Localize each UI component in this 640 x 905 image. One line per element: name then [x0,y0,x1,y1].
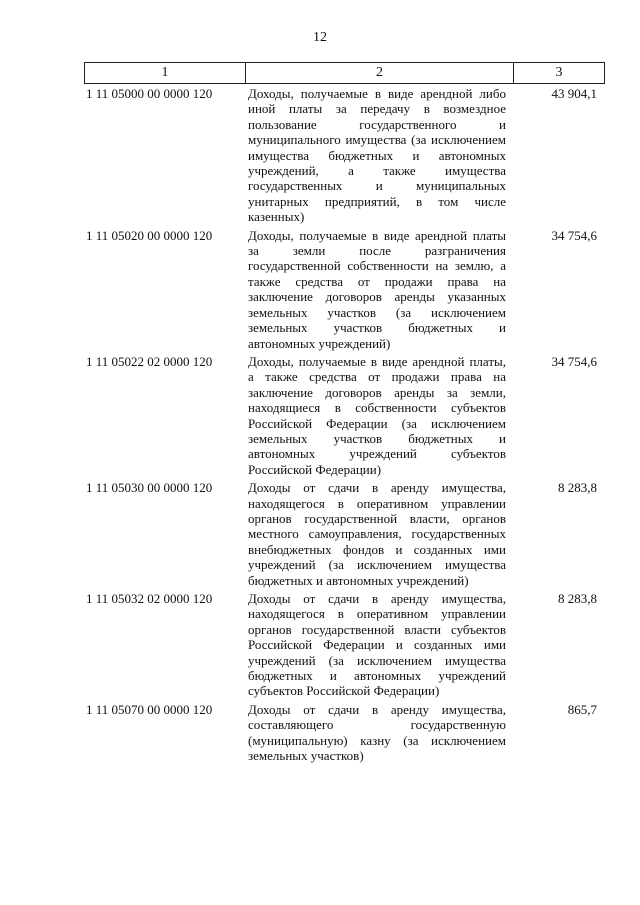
budget-code: 1 11 05070 00 0000 120 [86,701,213,717]
table-row [84,702,601,764]
page-number: 12 [313,30,327,45]
income-description: Доходы от сдачи в аренду имущества, находящегося в оперативном управлении органов государственной власти субъектов Российской Федерации и созданных ими учреждений (за исключением имущества бюджетных и автономных учреждений субъектов Российской Федерации) [248,591,506,699]
table-row [84,591,601,699]
budget-code: 1 11 05000 00 0000 120 [86,86,213,101]
column-header-3: 3 [514,63,605,84]
table-row [84,480,601,588]
amount-value: 34 754,6 [551,353,597,369]
budget-code: 1 11 05032 02 0000 120 [86,591,213,606]
amount-value: 34 754,6 [551,227,597,243]
budget-code: 1 11 05030 00 0000 120 [86,480,213,496]
income-description: Доходы, получаемые в виде арендной платы, а также средства от продажи права на заключение договоров аренды за земли, находящиеся в собственности субъектов Российской Федерации (за исключением земельных участков бюджетных и автономных учреждений субъектов Российской Федерации) [248,353,506,477]
amount-value: 8 283,8 [558,480,597,496]
column-header-1: 1 [85,63,246,84]
income-description: Доходы, получаемые в виде арендной платы за земли после разграничения государственной собственности на землю, а также средства от продажи права на заключение договоров аренды указанных земельных участков (за исключением земельных участков бюджетных и автономных учреждений) [248,227,506,351]
column-header-row [85,63,605,84]
table-row [84,354,601,477]
income-description: Доходы от сдачи в аренду имущества, составляющего государственную (муниципальную) казну (за исключением земельных участков) [248,701,506,764]
budget-code: 1 11 05022 02 0000 120 [86,353,213,369]
amount-value: 43 904,1 [551,86,597,101]
column-header-2: 2 [246,63,514,84]
budget-rows [84,86,601,766]
income-description: Доходы, получаемые в виде арендной либо иной платы за передачу в возмездное пользование государственного и муниципального имущества (за исключением имущества бюджетных и автономных учреждений, а также имущества государственных и муниципальных унитарных предприятий, в том числе казенных) [248,86,506,225]
column-header-table [84,62,605,84]
table-row [84,228,601,351]
income-description: Доходы от сдачи в аренду имущества, находящегося в оперативном управлении органов государственной власти, органов местного самоуправления, государственных внебюджетных фондов и созданных ими учреждений (за исключением имущества бюджетных и автономных учреждений) [248,480,506,588]
budget-code: 1 11 05020 00 0000 120 [86,227,213,243]
table-row [84,86,601,225]
amount-value: 865,7 [567,701,597,717]
amount-value: 8 283,8 [558,591,597,606]
